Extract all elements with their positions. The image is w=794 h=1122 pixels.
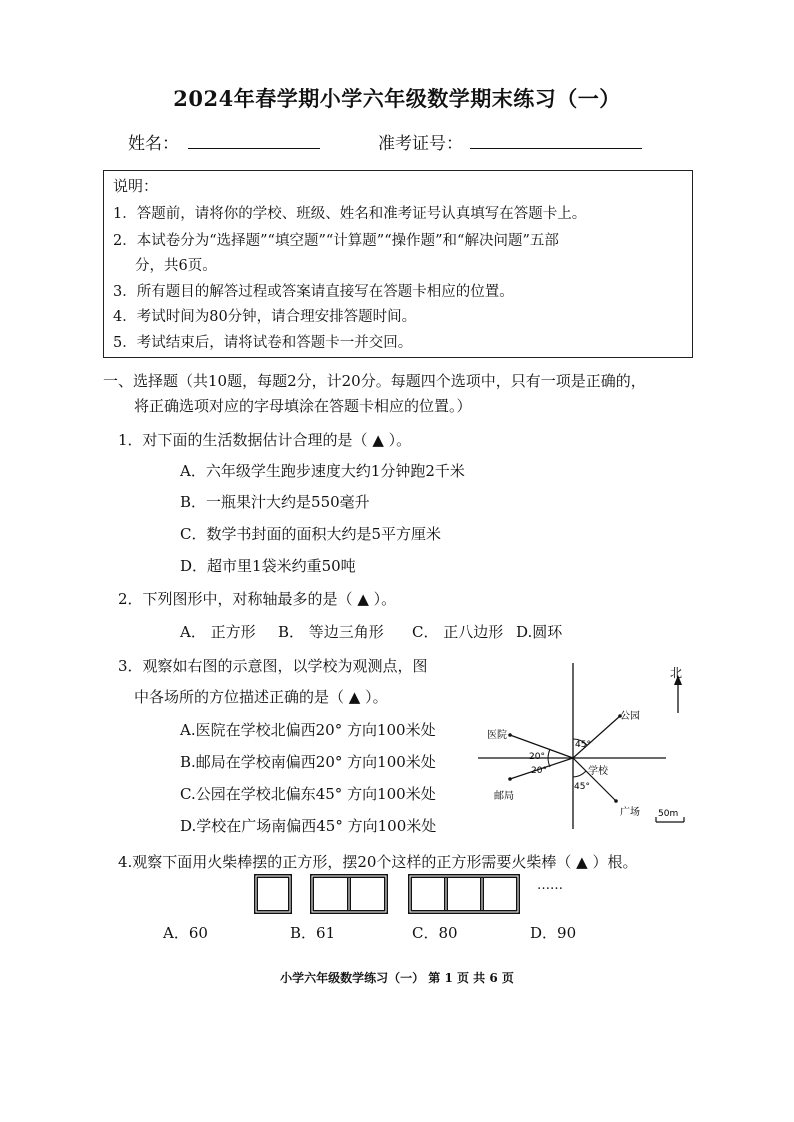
q1-option-a: A．六年级学生跑步速度大约1分钟跑2千米 <box>180 462 465 480</box>
q2-option-a: A． 正方形 <box>180 623 256 641</box>
page-footer: 小学六年级数学练习（一） 第 1 页 共 6 页 <box>280 971 514 985</box>
question-1-stem: 1．对下面的生活数据估计合理的是（ ▲ ）。 <box>118 431 412 449</box>
q1-option-d: D．超市里1袋米约重50吨 <box>180 557 356 575</box>
notice-item: 4．考试时间为80分钟，请合理安排答题时间。 <box>113 309 417 325</box>
ray-park <box>573 716 620 758</box>
matchstick-squares <box>250 870 540 918</box>
q1-option-c: C．数学书封面的面积大约是5平方厘米 <box>180 525 442 543</box>
q3-option-a: A.医院在学校北偏西20° 方向100米处 <box>180 721 436 739</box>
one-square-figure <box>256 876 290 912</box>
q4-option-a: A．60 <box>163 924 208 942</box>
question-3-stem: 3．观察如右图的示意图，以学校为观测点，图 <box>118 657 428 675</box>
ray-square <box>573 758 616 801</box>
q4-option-b: B．61 <box>290 924 336 942</box>
ellipsis: …… <box>537 878 563 893</box>
angle-45-bottom: 45° <box>574 782 590 792</box>
notice-heading: 说明： <box>113 177 159 195</box>
notice-item: 1．答题前，请将你的学校、班级、姓名和准考证号认真填写在答题卡上。 <box>113 206 587 222</box>
north-arrow-icon <box>674 675 682 713</box>
q4-option-c: C．80 <box>412 924 458 942</box>
notice-item: 2．本试卷分为“选择题”“填空题”“计算题”“操作题”和“解决问题”五部 <box>113 233 559 249</box>
q2-option-c: C． 正八边形 <box>412 623 504 641</box>
angle-arc <box>548 749 550 758</box>
notice-item: 3．所有题目的解答过程或答案请直接写在答题卡相应的位置。 <box>113 284 514 300</box>
section-header: 一、选择题（共10题，每题2分，计20分。每题四个选项中，只有一项是正确的， <box>103 372 646 390</box>
q3-option-c: C.公园在学校北偏东45° 方向100米处 <box>180 785 436 803</box>
q2-option-d: D.圆环 <box>516 623 563 641</box>
angle-20-upper: 20° <box>529 752 545 762</box>
q2-option-b: B． 等边三角形 <box>278 623 384 641</box>
north-label: 北 <box>670 666 683 680</box>
question-4-stem: 4.观察下面用火柴棒摆的正方形，摆20个这样的正方形需要火柴棒（ ▲ ）根。 <box>118 853 638 871</box>
post-office-label: 邮局 <box>494 791 514 802</box>
three-square-figure <box>410 876 518 912</box>
name-label: 姓名： <box>128 134 179 154</box>
section-header-cont: 将正确选项对应的字母填涂在答题卡相应的位置。） <box>134 397 472 415</box>
q3-option-d: D.学校在广场南偏西45° 方向100米处 <box>180 817 437 835</box>
hospital-label: 医院 <box>487 730 507 741</box>
school-label: 学校 <box>588 766 608 777</box>
exam-id-label: 准考证号： <box>378 134 463 154</box>
angle-20-lower: 20° <box>531 766 547 776</box>
question-3-stem-cont: 中各场所的方位描述正确的是（ ▲ ）。 <box>134 688 388 706</box>
angle-45-top: 45° <box>575 740 591 750</box>
name-field[interactable] <box>188 148 320 149</box>
notice-item: 5．考试结束后，请将试卷和答题卡一并交回。 <box>113 335 413 351</box>
notice-item: 分，共6页。 <box>135 258 217 274</box>
question-2-stem: 2．下列图形中，对称轴最多的是（ ▲ ）。 <box>118 590 397 608</box>
q1-option-b: B．一瓶果汁大约是550毫升 <box>180 493 370 511</box>
square-label: 广场 <box>620 807 640 818</box>
q3-option-b: B.邮局在学校南偏西20° 方向100米处 <box>180 753 436 771</box>
direction-diagram <box>470 655 700 835</box>
angle-arc <box>573 771 586 777</box>
page-title: 2024年春学期小学六年级数学期末练习（一） <box>173 86 621 111</box>
exam-id-field[interactable] <box>470 148 642 149</box>
q4-option-d: D．90 <box>530 924 577 942</box>
two-square-figure <box>312 876 386 912</box>
scale-label: 50m <box>658 809 679 819</box>
park-label: 公园 <box>620 711 640 722</box>
